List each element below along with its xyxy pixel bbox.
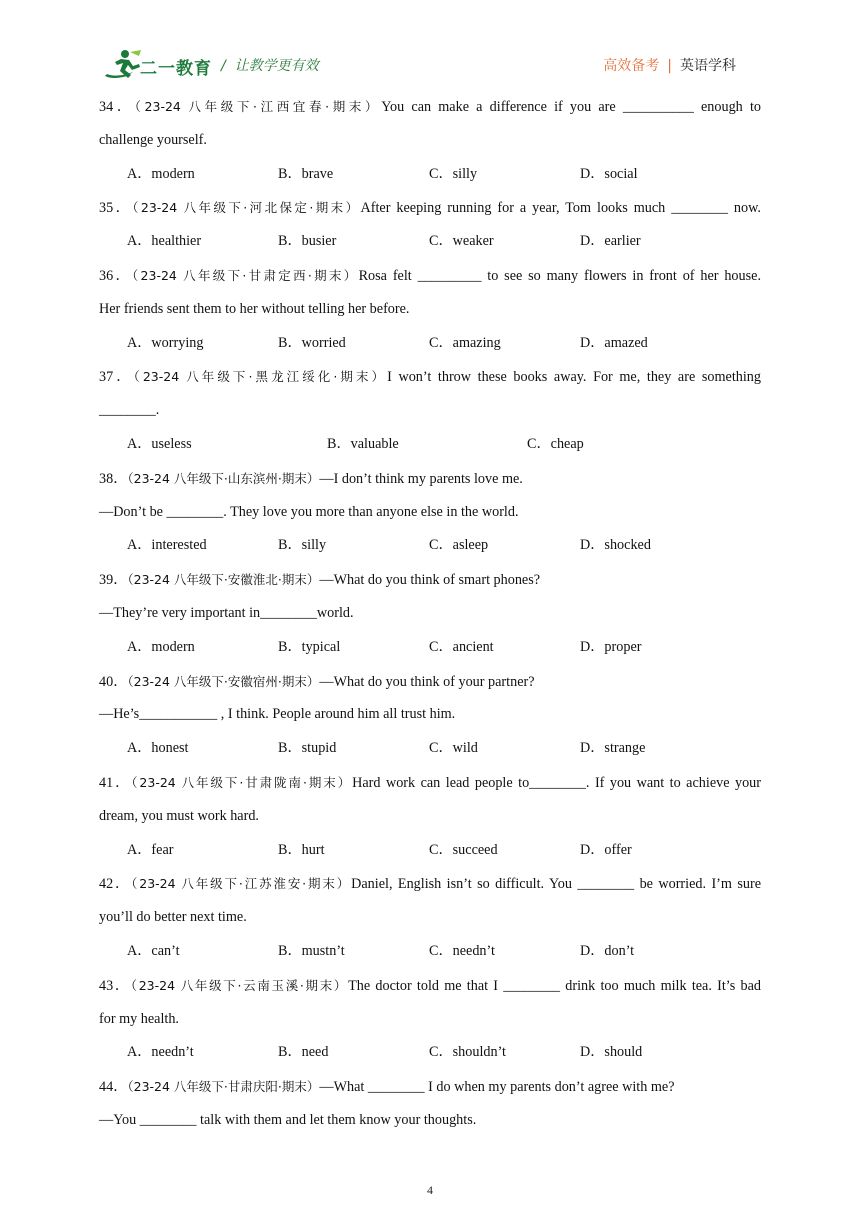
question-line: 43．（23-24 八年级下·云南玉溪·期末）The doctor told me that I ________ drink too much milk tea. It’s bad — [99, 977, 761, 994]
option-c[interactable]: C．asleep — [429, 537, 489, 554]
question-line: 38．（23-24 八年级下·山东滨州·期末）—I don’t think my parents love me. — [99, 470, 523, 487]
option-a[interactable]: A．honest — [127, 740, 189, 757]
question-line: for my health. — [99, 1010, 179, 1027]
question-line: —He’s___________ , I think. People around him all trust him. — [99, 706, 456, 723]
option-a[interactable]: A．modern — [127, 165, 195, 182]
option-c[interactable]: C．silly — [429, 165, 478, 182]
option-c[interactable]: C．cheap — [527, 435, 584, 452]
question-line: Her friends sent them to her without telling her before. — [99, 300, 410, 317]
header-subject-label: 英语学科 — [680, 58, 736, 74]
option-c[interactable]: C．ancient — [429, 638, 494, 655]
question-line: 37．（23-24 八年级下·黑龙江绥化·期末）I won’t throw these books away. For me, they are something — [99, 369, 761, 386]
option-d[interactable]: D．offer — [580, 841, 632, 858]
option-d[interactable]: D．proper — [580, 638, 642, 655]
option-b[interactable]: B．typical — [278, 638, 341, 655]
question-source: （23-24 八年级下·山东滨州·期末） — [127, 470, 320, 486]
question-line: 44．（23-24 八年级下·甘肃庆阳·期末）—What ________ I do when my parents don’t agree with me? — [99, 1079, 675, 1096]
header-subject — [603, 55, 736, 75]
question-source: （23-24 八年级下·黑龙江绥化·期末） — [133, 369, 388, 385]
option-a[interactable]: A．useless — [127, 435, 192, 452]
option-a[interactable]: A．healthier — [127, 233, 202, 250]
option-c[interactable]: C．amazing — [429, 334, 501, 351]
option-d[interactable]: D．earlier — [580, 233, 641, 250]
header-separator: | — [667, 58, 672, 74]
page-header — [0, 0, 860, 90]
option-b[interactable]: B．mustn’t — [278, 942, 345, 959]
options-row — [99, 428, 761, 462]
question-line: 35．（23-24 八年级下·河北保定·期末）After keeping running for a year, Tom looks much ________ now. — [99, 200, 761, 217]
question-source: （23-24 八年级下·江苏淮安·期末） — [131, 876, 352, 892]
question-source: （23-24 八年级下·安徽淮北·期末） — [127, 572, 320, 588]
option-d[interactable]: D．amazed — [580, 334, 648, 351]
page-number: 4 — [427, 1183, 433, 1197]
option-c[interactable]: C．needn’t — [429, 942, 495, 959]
question-list — [99, 90, 761, 1138]
question-line: ________. — [99, 402, 160, 419]
option-d[interactable]: D．strange — [580, 740, 646, 757]
option-b[interactable]: B．valuable — [327, 435, 399, 452]
question-source: （23-24 八年级下·安徽宿州·期末） — [127, 673, 320, 689]
header-slogan: / 让教学更有效 — [221, 58, 319, 74]
options-row — [99, 529, 761, 563]
option-c[interactable]: C．wild — [429, 740, 478, 757]
option-c[interactable]: C．shouldn’t — [429, 1044, 506, 1061]
question-line: —Don’t be ________. They love you more than anyone else in the world. — [99, 503, 519, 520]
option-b[interactable]: B．need — [278, 1044, 329, 1061]
option-a[interactable]: A．worrying — [127, 334, 204, 351]
option-c[interactable]: C．weaker — [429, 233, 494, 250]
question-source: （23-24 八年级下·甘肃定西·期末） — [132, 267, 359, 283]
option-d[interactable]: D．social — [580, 165, 638, 182]
question-source: （23-24 八年级下·江西宜春·期末） — [134, 99, 382, 114]
option-b[interactable]: B．worried — [278, 334, 346, 351]
options-row — [99, 834, 761, 868]
options-row — [99, 935, 761, 969]
option-a[interactable]: A．fear — [127, 841, 174, 858]
logo-text: 二一教育 — [140, 59, 212, 79]
options-row — [99, 732, 761, 766]
option-a[interactable]: A．modern — [127, 638, 195, 655]
question-line: 34．（23-24 八年级下·江西宜春·期末）You can make a difference if you are __________ enough to — [99, 99, 761, 115]
options-row — [99, 1036, 761, 1070]
options-row — [99, 225, 761, 259]
options-row — [99, 327, 761, 361]
question-line: you’ll do better next time. — [99, 909, 247, 926]
option-b[interactable]: B．stupid — [278, 740, 337, 757]
option-b[interactable]: B．silly — [278, 537, 327, 554]
question-line: —They’re very important in________world. — [99, 604, 354, 621]
options-row — [99, 631, 761, 665]
question-line: 40．（23-24 八年级下·安徽宿州·期末）—What do you think of your partner? — [99, 673, 535, 690]
option-d[interactable]: D．should — [580, 1044, 643, 1061]
question-line: challenge yourself. — [99, 131, 207, 148]
option-a[interactable]: A．needn’t — [127, 1044, 194, 1061]
option-b[interactable]: B．brave — [278, 165, 334, 182]
option-b[interactable]: B．busier — [278, 233, 337, 250]
question-line: —You ________ talk with them and let them know your thoughts. — [99, 1111, 477, 1128]
option-a[interactable]: A．can’t — [127, 942, 180, 959]
question-source: （23-24 八年级下·甘肃陇南·期末） — [131, 774, 353, 790]
question-line: 42．（23-24 八年级下·江苏淮安·期末）Daniel, English isn’t so difficult. You ________ be worried. I’m sure — [99, 876, 761, 893]
question-source: （23-24 八年级下·河北保定·期末） — [132, 200, 361, 216]
question-line: 36．（23-24 八年级下·甘肃定西·期末）Rosa felt _________ to see so many flowers in front of her house. — [99, 267, 761, 284]
question-source: （23-24 八年级下·甘肃庆阳·期末） — [127, 1079, 320, 1095]
question-line: 41．（23-24 八年级下·甘肃陇南·期末）Hard work can lead people to________. If you want to achieve your — [99, 774, 761, 791]
option-c[interactable]: C．succeed — [429, 841, 498, 858]
header-tag: 高效备考 — [603, 58, 660, 74]
question-source: （23-24 八年级下·云南玉溪·期末） — [130, 977, 349, 993]
option-d[interactable]: D．shocked — [580, 537, 651, 554]
option-b[interactable]: B．hurt — [278, 841, 325, 858]
options-row — [99, 158, 761, 192]
question-line: dream, you must work hard. — [99, 807, 259, 824]
option-a[interactable]: A．interested — [127, 537, 207, 554]
option-d[interactable]: D．don’t — [580, 942, 635, 959]
question-line: 39．（23-24 八年级下·安徽淮北·期末）—What do you think of smart phones? — [99, 572, 541, 589]
